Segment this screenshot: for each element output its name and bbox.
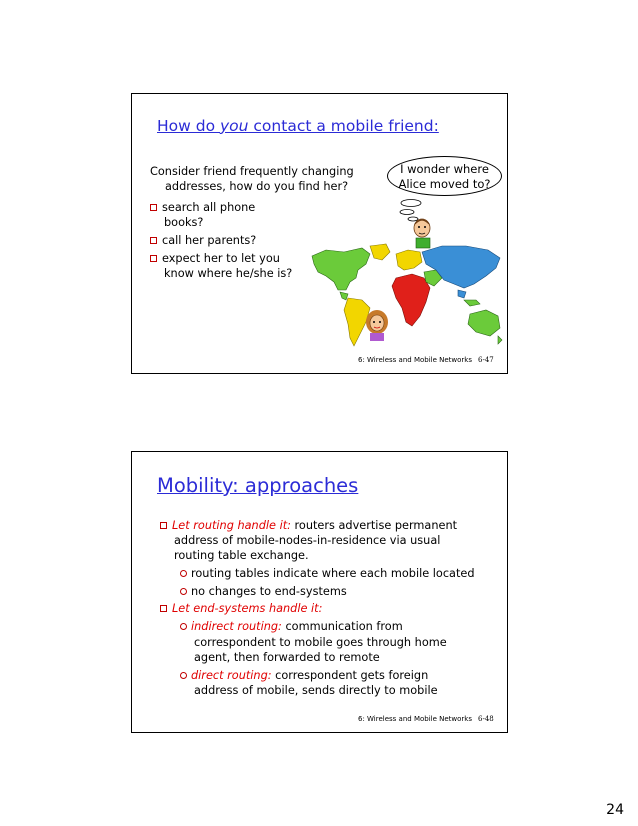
sub-bullet-item-cont: agent, then forwarded to remote: [194, 651, 380, 664]
bullet-item: search all phone: [150, 200, 255, 215]
bubble-line-1: I wonder where: [400, 162, 489, 176]
circle-bullet-icon: [180, 623, 187, 630]
sub-bullet-item: direct routing: correspondent gets foreign: [180, 668, 428, 683]
thought-bubble-icon: [387, 156, 502, 196]
world-map-illustration: [304, 242, 504, 352]
bullet-item: Let routing handle it: routers advertise permanent: [160, 518, 457, 533]
sub-bullet-item: routing tables indicate where each mobile located: [180, 566, 475, 581]
title-pre: How do: [157, 117, 220, 135]
footer-text: 6: Wireless and Mobile Networks: [358, 356, 473, 364]
bullet-item-cont: address of mobile-nodes-in-residence via usual: [174, 534, 441, 547]
intro-line-2: addresses, how do you find her?: [165, 180, 349, 193]
title-post: contact a mobile friend:: [248, 117, 439, 135]
square-bullet-icon: [150, 255, 157, 262]
slide-number: 6-47: [478, 356, 494, 364]
circle-bullet-icon: [180, 570, 187, 577]
woman-icon: [362, 308, 392, 342]
man-thinking-icon: [407, 214, 439, 250]
slide-number: 6-48: [478, 715, 494, 723]
slide-title: Mobility: approaches: [157, 474, 359, 497]
sub-bullet-item: no changes to end-systems: [180, 584, 347, 599]
square-bullet-icon: [150, 204, 157, 211]
slide-footer: [358, 356, 494, 364]
bullet-item: expect her to let you: [150, 251, 280, 266]
slide-footer: [358, 715, 494, 723]
square-bullet-icon: [160, 522, 167, 529]
circle-bullet-icon: [180, 588, 187, 595]
slide-title: [157, 117, 439, 135]
intro-line-1: Consider friend frequently changing: [150, 165, 354, 178]
bullet-item-cont: know where he/she is?: [164, 267, 293, 280]
slide-6-47: [131, 93, 508, 374]
bullet-item: call her parents?: [150, 233, 256, 248]
footer-text: 6: Wireless and Mobile Networks: [358, 715, 473, 723]
slide-6-48: [131, 451, 508, 733]
square-bullet-icon: [150, 237, 157, 244]
page-number: 24: [606, 802, 624, 818]
title-emphasis: you: [220, 117, 249, 135]
sub-bullet-item: indirect routing: communication from: [180, 619, 403, 634]
sub-bullet-item-cont: address of mobile, sends directly to mobile: [194, 684, 438, 697]
bullet-item-cont: routing table exchange.: [174, 549, 309, 562]
sub-bullet-item-cont: correspondent to mobile goes through home: [194, 636, 447, 649]
bubble-line-2: Alice moved to?: [398, 177, 491, 191]
bullet-item-cont: books?: [164, 216, 204, 229]
circle-bullet-icon: [180, 672, 187, 679]
square-bullet-icon: [160, 605, 167, 612]
bullet-item: Let end-systems handle it:: [160, 601, 322, 616]
